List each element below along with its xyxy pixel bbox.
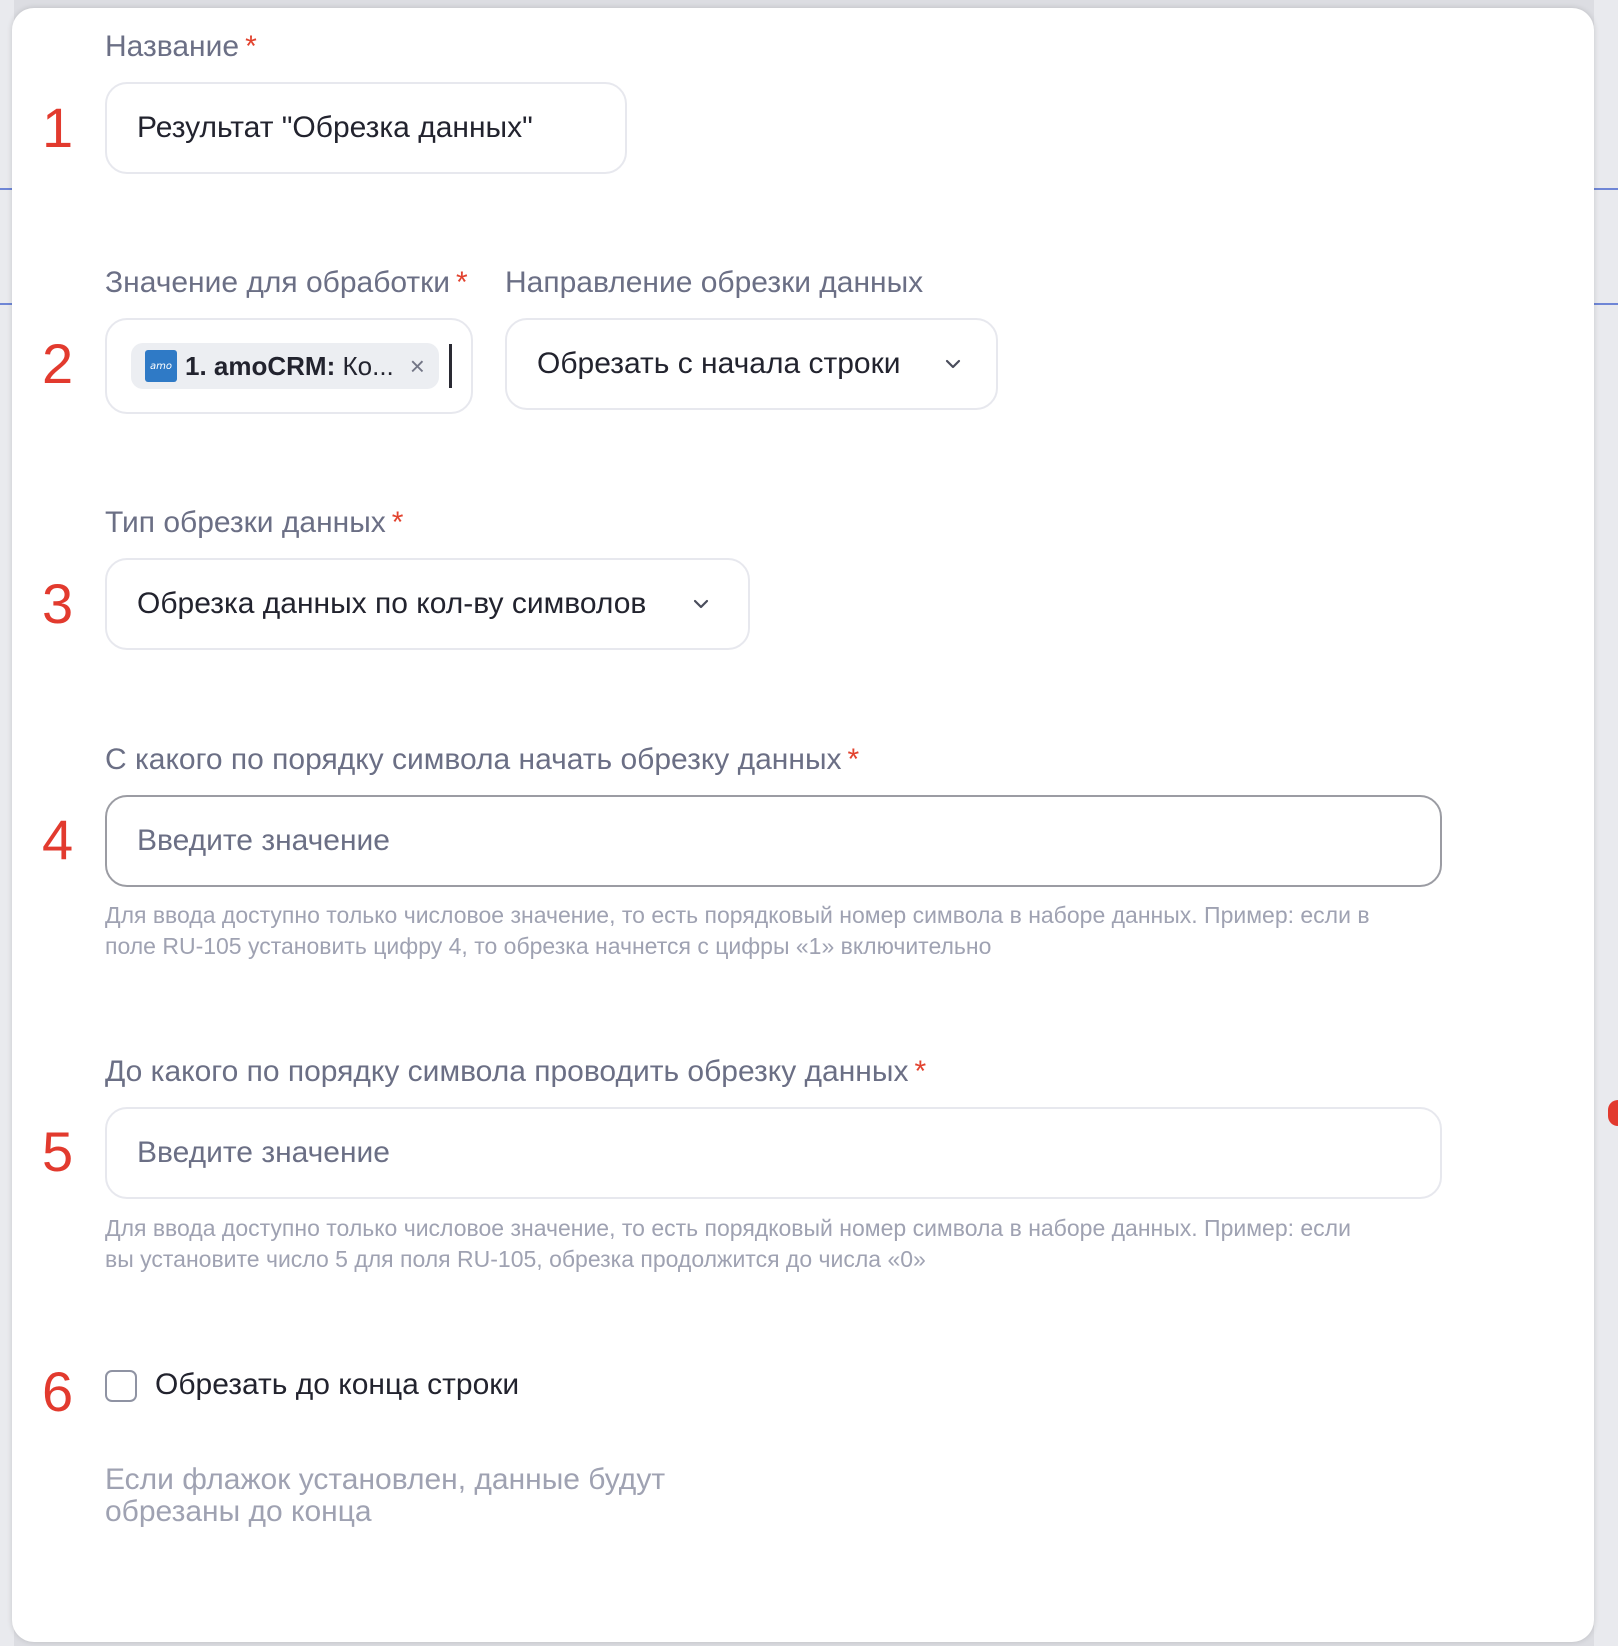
background-badge bbox=[1608, 1100, 1618, 1126]
trim-type-value: Обрезка данных по кол-ву символов bbox=[137, 587, 647, 620]
trim-direction-select[interactable] bbox=[505, 318, 998, 410]
trim-direction-value: Обрезать с начала строки bbox=[537, 347, 901, 380]
start-char-label: С какого по порядку символа начать обрезку данных * bbox=[105, 743, 860, 776]
start-char-hint: Для ввода доступно только числовое значение, то есть порядковый номер символа в наборе данных. Пример: если в поле RU-105 установить цифру 4, то обрезка начнется с цифры «1» включительно bbox=[105, 902, 1370, 959]
field-token-chip[interactable] bbox=[131, 343, 439, 389]
trim-direction-label: Направление обрезки данных bbox=[505, 266, 924, 299]
token-app-name: 1. amoCRM: bbox=[185, 350, 336, 381]
end-char-label: До какого по порядку символа проводить обрезку данных * bbox=[105, 1055, 927, 1088]
step-number-3: 3 bbox=[42, 572, 74, 635]
name-input-value: Результат "Обрезка данных" bbox=[137, 111, 533, 144]
text-cursor bbox=[449, 344, 452, 388]
value-to-process-label: Значение для обработки * bbox=[105, 266, 468, 299]
background-divider bbox=[1594, 188, 1618, 190]
trim-to-end-hint: Если флажок установлен, данные будут обрезаны до конца bbox=[105, 1463, 666, 1528]
amocrm-logo-icon: amo bbox=[145, 350, 177, 382]
step-number-2: 2 bbox=[42, 332, 74, 395]
step-number-4: 4 bbox=[42, 808, 74, 871]
trim-type-label: Тип обрезки данных * bbox=[105, 506, 404, 539]
end-char-placeholder: Введите значение bbox=[137, 1136, 390, 1169]
start-char-placeholder: Введите значение bbox=[137, 824, 390, 857]
token-field-name: Ко... bbox=[342, 350, 394, 381]
start-char-input[interactable] bbox=[105, 795, 1442, 887]
chevron-down-icon bbox=[944, 355, 962, 373]
background-right bbox=[1594, 0, 1618, 1646]
step-number-5: 5 bbox=[42, 1120, 74, 1183]
end-char-input[interactable] bbox=[105, 1107, 1442, 1199]
chevron-down-icon bbox=[692, 595, 710, 613]
name-input[interactable] bbox=[105, 82, 627, 174]
end-char-hint: Для ввода доступно только числовое значение, то есть порядковый номер символа в наборе данных. Пример: если вы установите число 5 для поля RU-105, обрезка продолжится до числа «0» bbox=[105, 1215, 1351, 1272]
trim-to-end-checkbox[interactable] bbox=[105, 1370, 137, 1402]
trim-type-select[interactable] bbox=[105, 558, 750, 650]
step-number-1: 1 bbox=[42, 96, 74, 159]
value-to-process-field[interactable] bbox=[105, 318, 473, 414]
step-number-6: 6 bbox=[42, 1360, 74, 1423]
name-label: Название * bbox=[105, 30, 257, 63]
trim-to-end-label[interactable]: Обрезать до конца строки bbox=[155, 1368, 520, 1401]
close-icon[interactable]: × bbox=[409, 350, 425, 381]
background-divider bbox=[1594, 303, 1618, 305]
